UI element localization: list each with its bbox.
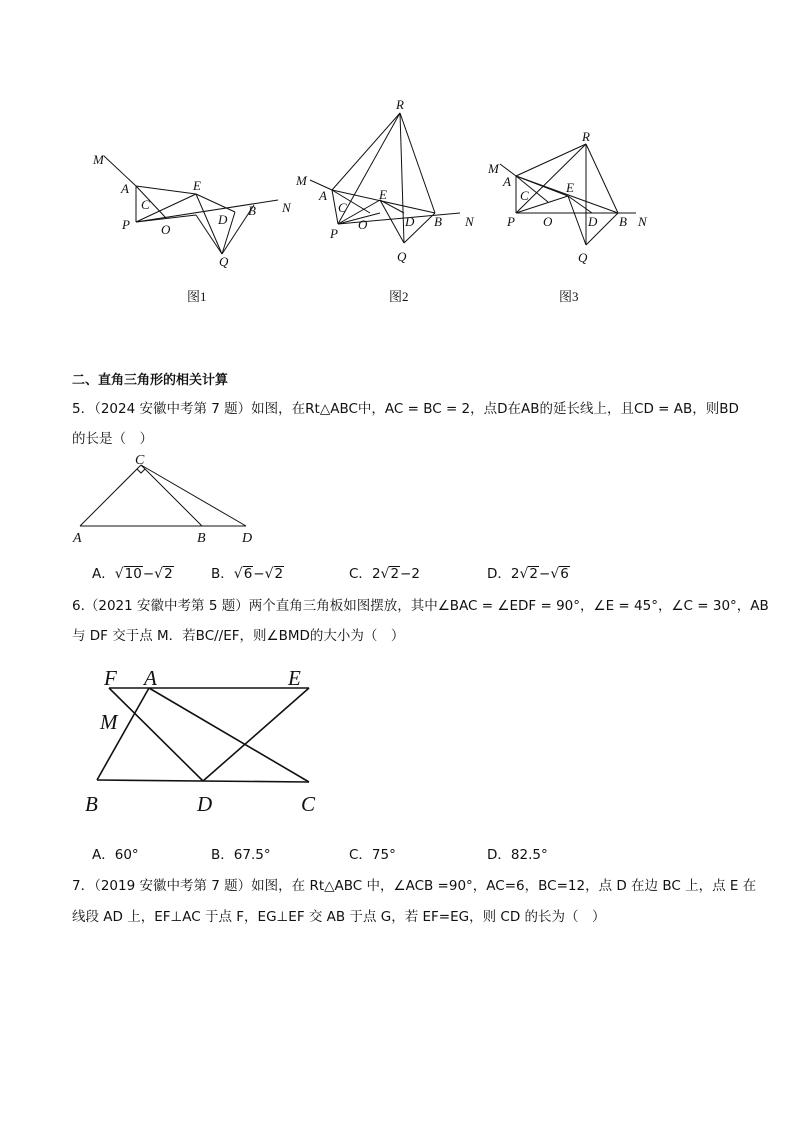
q6-option-d[interactable]: D．82.5° <box>487 847 548 863</box>
fig2-label-A: A <box>319 188 327 203</box>
fig2-label-Q: Q <box>397 249 407 264</box>
fig1-label-B: B <box>248 203 256 218</box>
q6-label-B: B <box>85 792 98 816</box>
figure-2-caption: 图2 <box>389 289 409 304</box>
q5-option-d-radical2-icon: √ <box>550 566 560 582</box>
fig1-label-A: A <box>121 181 129 196</box>
fig3-label-B: B <box>619 214 627 229</box>
q5-option-d-r2: 6 <box>560 566 569 582</box>
figure-2 <box>290 95 490 270</box>
q5-option-d[interactable] <box>487 562 570 582</box>
q6-option-c[interactable]: C．75° <box>349 847 396 863</box>
fig2-label-E: E <box>379 187 387 202</box>
q6-label-M: M <box>100 710 118 734</box>
q5-option-d-minus: − <box>539 566 551 582</box>
q5-option-b-label: B． <box>211 566 234 582</box>
q5-option-a-radical-icon: √ <box>114 566 124 582</box>
q6-label-D: D <box>197 792 213 816</box>
fig2-label-B: B <box>434 214 442 229</box>
fig3-label-Q: Q <box>578 250 588 265</box>
fig1-label-N: N <box>282 200 291 215</box>
fig3-label-P: P <box>507 214 515 229</box>
q5-option-a-label: A． <box>92 566 115 582</box>
q5-label-D: D <box>242 531 253 546</box>
fig1-label-D: D <box>218 212 228 227</box>
q6-label-A: A <box>144 666 157 690</box>
q5-option-a[interactable] <box>92 562 174 582</box>
q7-line-2: 线段 AD 上，EF⊥AC 于点 F，EG⊥EF 交 AB 于点 G，若 EF=EG，则 CD 的长为（ ） <box>72 909 606 925</box>
q5-option-c-radical-icon: √ <box>380 566 390 582</box>
q5-label-A: A <box>73 531 82 546</box>
fig3-label-N: N <box>638 214 647 229</box>
q5-option-b-radical2-icon: √ <box>264 566 274 582</box>
figure-3-caption: 图3 <box>559 289 579 304</box>
q5-option-c[interactable] <box>349 562 420 582</box>
q5-option-b-r1: 6 <box>243 566 253 582</box>
q5-option-b[interactable] <box>211 562 284 582</box>
q6-option-b[interactable]: B．67.5° <box>211 847 271 863</box>
q6-label-F: F <box>104 666 117 690</box>
fig2-label-M: M <box>296 173 307 188</box>
q6-label-C: C <box>301 792 316 816</box>
fig2-label-C: C <box>338 200 347 215</box>
q5-option-a-radical2-icon: √ <box>154 566 164 582</box>
fig3-label-R: R <box>582 129 590 144</box>
fig3-label-O: O <box>543 214 553 229</box>
q5-option-a-minus: − <box>142 566 155 582</box>
q7-line-1: 7．（2019 安徽中考第 7 题）如图，在 Rt△ABC 中，∠ACB =90°，AC=6，BC=12，点 D 在边 BC 上，点 E 在 <box>72 878 757 894</box>
q5-option-a-r2: 2 <box>164 566 173 582</box>
q6-figure <box>80 660 330 820</box>
fig2-label-R: R <box>396 97 404 112</box>
q5-line-2: 的长是（ ） <box>72 431 153 447</box>
q5-option-b-r2: 2 <box>274 566 284 582</box>
figure-3 <box>484 126 659 271</box>
fig1-label-P: P <box>122 217 130 232</box>
q5-option-d-coef: 2 <box>510 566 520 582</box>
q6-line-2: 与 DF 交于点 M．若BC//EF，则∠BMD的大小为（ ） <box>72 628 405 644</box>
section-title: 二、直角三角形的相关计算 <box>72 373 229 388</box>
figure-1-caption: 图1 <box>187 289 207 304</box>
q5-option-d-r1: 2 <box>529 566 539 582</box>
q5-option-c-r1: 2 <box>390 566 400 582</box>
q5-option-b-minus: − <box>253 566 265 582</box>
q5-figure <box>70 450 270 546</box>
q5-line-1: 5．（2024 安徽中考第 7 题）如图，在Rt△ABC中，AC = BC = 2，点D在AB的延长线上，且CD = AB，则BD <box>72 401 739 417</box>
q5-option-b-radical-icon: √ <box>233 566 243 582</box>
fig2-label-P: P <box>330 226 338 241</box>
figure-1 <box>88 148 298 273</box>
q5-option-a-r1: 10 <box>124 566 142 582</box>
q6-option-a[interactable]: A．60° <box>92 847 139 863</box>
q5-option-d-label: D． <box>487 566 511 582</box>
fig1-label-Q: Q <box>219 254 229 269</box>
q5-label-C: C <box>135 453 145 468</box>
fig1-label-O: O <box>161 222 171 237</box>
fig1-label-C: C <box>141 197 150 212</box>
fig3-label-E: E <box>566 180 574 195</box>
fig3-label-A: A <box>503 174 511 189</box>
fig2-label-N: N <box>465 214 474 229</box>
fig1-label-E: E <box>193 178 201 193</box>
q5-option-d-radical-icon: √ <box>519 566 529 582</box>
q6-label-E: E <box>288 666 301 690</box>
fig1-label-M: M <box>93 152 104 167</box>
q5-option-c-coef: 2 <box>371 566 381 582</box>
q5-option-c-post: −2 <box>400 566 420 582</box>
fig2-label-O: O <box>358 217 368 232</box>
q5-option-c-label: C． <box>349 566 372 582</box>
fig2-label-D: D <box>405 214 415 229</box>
fig3-label-D: D <box>588 214 598 229</box>
fig3-label-C: C <box>520 188 529 203</box>
q6-line-1: 6.（2021 安徽中考第 5 题）两个直角三角板如图摆放，其中∠BAC = ∠EDF = 90°，∠E = 45°，∠C = 30°，AB <box>72 598 769 614</box>
q5-label-B: B <box>197 531 206 546</box>
fig3-label-M: M <box>488 161 499 176</box>
